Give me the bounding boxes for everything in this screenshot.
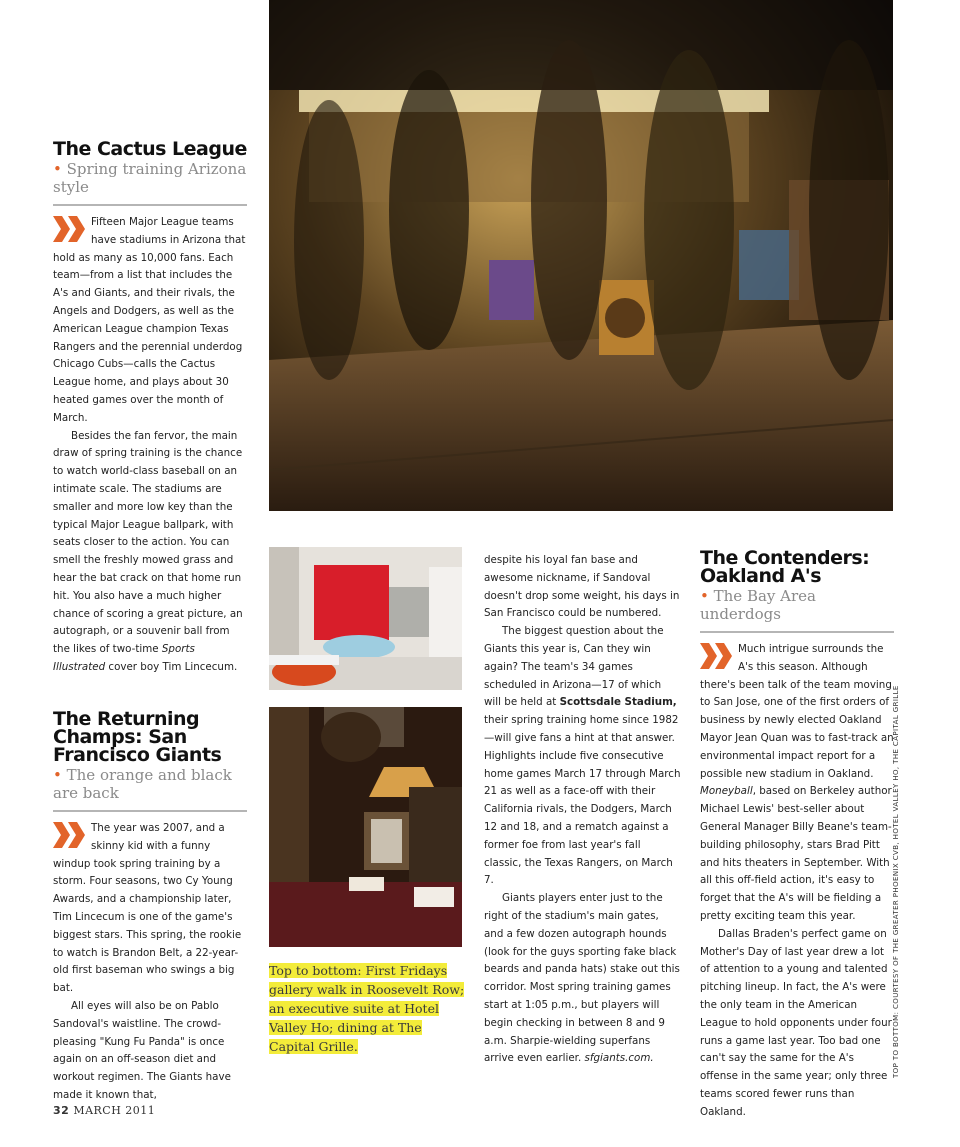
photo-caption — [269, 961, 465, 1056]
chevron-right-icon — [700, 643, 734, 669]
cactus-league-body — [53, 214, 247, 677]
middle-paragraph-1: despite his loyal fan base and awesome nickname, if Sandoval doesn't drop some weight, his days in San Francisco could be numbered. — [484, 554, 680, 620]
contenders-title: The Contenders: Oakland A's — [700, 547, 870, 587]
middle-paragraph-3 — [484, 890, 681, 1068]
gallery-walk-image — [269, 0, 893, 511]
middle-paragraph-2 — [484, 623, 681, 890]
champs-paragraph-2: All eyes will also be on Pablo Sandoval's waistline. The crowd-pleasing "Kung Fu Panda" is once again on an off-season diet and workout regimen. The Giants have made it known that, — [53, 999, 231, 1101]
section-divider — [700, 631, 894, 633]
cactus-p2-end: cover boy Tim Lincecum. — [105, 660, 238, 673]
moneyball-italic: Moneyball — [700, 785, 753, 798]
hotel-suite-photo — [269, 547, 462, 690]
photo-credit: TOP TO BOTTOM: COURTESY OF THE GREATER PHOENIX CVB, HOTEL VALLEY HO, THE CAPITAL GRILLE — [892, 685, 900, 1078]
deck-text: The orange and black are back — [53, 766, 232, 802]
cactus-p2-text: Besides the fan fervor, the main draw of spring training is the chance to watch world-class baseball on an intimate scale. The stadiums are smaller and more low key than the typical Major League ballpark, with seats closer to the action. You can smell the freshly mowed grass and hear the bat crack on that home run hit. You also have a much higher chance of scoring a great picture, an autograph, or a souvenir ball from the likes of two-time — [53, 429, 243, 656]
champs-paragraph-1: The year was 2007, and a skinny kid with a funny windup took spring training by a storm. Four seasons, two Cy Young Awards, and a championship later, Tim Lincecum is one of the game's biggest stars. This spring, the rookie to watch is Brandon Belt, a 22-year-old first baseman who swings a big bat. — [53, 822, 242, 995]
chevron-right-icon — [53, 822, 87, 848]
chevron-right-icon — [53, 216, 87, 242]
returning-champs-body — [53, 820, 247, 1105]
deck-bullet: • — [53, 766, 62, 784]
cactus-paragraph-2 — [53, 428, 247, 677]
restaurant-photo — [269, 707, 462, 947]
contenders-p1-text: Much intrigue surrounds the A's this season. Although there's been talk of the team moving to San Jose, one of the first orders of business by newly elected Oakland Mayor Jean Quan was to fast-track an environmental impact report for a possible new stadium in Oakland. — [700, 643, 894, 780]
hotel-suite-image — [269, 547, 462, 690]
middle-p2-end: their spring training home since 1982—will give fans a hint at that answer. Highlights include five consecutive home games March 17 through March 21 as well as a face-off with their California rivals, the Dodgers, March 12 and 18, and a rematch against a former foe from last year's fall classic, the Texas Rangers, on March 7. — [484, 714, 681, 887]
returning-champs-title: The Returning Champs: San Francisco Giants — [53, 708, 222, 766]
cactus-p2-italic: Sports Illustrated — [53, 643, 195, 673]
deck-text: Spring training Arizona style — [53, 160, 247, 196]
middle-p2-text: The biggest question about the Giants this year is, Can they win again? The team's 34 games scheduled in Arizona—17 of which will be held at — [484, 625, 664, 709]
cactus-paragraph-1: Fifteen Major League teams have stadiums in Arizona that hold as many as 10,000 fans. Each team—from a list that includes the A's and Giants, and their rivals, the Angels and Dodgers, as well as the American League champion Texas Rangers and the perennial underdog Chicago Cubs—calls the Cactus League home, and plays about 30 heated games over the month of March. — [53, 216, 246, 424]
gallery-walk-photo — [269, 0, 893, 511]
contenders-section — [700, 549, 894, 1122]
cactus-league-title: The Cactus League — [53, 138, 247, 160]
contenders-body — [700, 641, 894, 1122]
page-folio — [53, 1104, 155, 1117]
deck-bullet: • — [53, 160, 62, 178]
page-number: 32 — [53, 1104, 70, 1117]
sfgiants-url: sfgiants.com. — [584, 1052, 654, 1065]
section-divider — [53, 204, 247, 206]
middle-p3-text: Giants players enter just to the right of the stadium's main gates, and a few dozen autograph hounds (look for the guys sporting fake black beards and panda hats) stake out this corridor. Most spring training games start at 1:05 p.m., but players will begin checking in between 8 and 9 a.m. Sharpie-wielding superfans arrive even earlier. — [484, 892, 680, 1065]
middle-column-body — [484, 552, 681, 1068]
scottsdale-stadium-bold: Scottsdale Stadium, — [559, 696, 677, 709]
photo-caption-text: Top to bottom: First Fridays gallery walk in Roosevelt Row; an executive suite at Hotel Valley Ho; dining at The Capital Grille. — [269, 963, 465, 1054]
section-divider — [53, 810, 247, 812]
contenders-deck — [700, 587, 894, 623]
issue-date: MARCH 2011 — [73, 1104, 156, 1117]
contenders-paragraph-1 — [700, 641, 894, 926]
returning-champs-deck — [53, 766, 247, 802]
cactus-league-deck — [53, 160, 247, 196]
cactus-league-section — [53, 140, 247, 677]
deck-text: The Bay Area underdogs — [700, 587, 816, 623]
contenders-paragraph-2: Dallas Braden's perfect game on Mother's Day of last year drew a lot of attention to a young and talented pitching lineup. In fact, the A's were the only team in the American League to hold opponents under four runs a game last year. Too bad one can't say the same for the A's offense in the same year; only three teams scored fewer runs than Oakland. — [700, 927, 892, 1118]
deck-bullet: • — [700, 587, 709, 605]
returning-champs-section — [53, 710, 247, 1105]
restaurant-image — [269, 707, 462, 947]
contenders-p1-end: , based on Berkeley author Michael Lewis' best-seller about General Manager Billy Beane's team-building philosophy, stars Brad Pitt and hits theaters in September. With all this off-field action, it's easy to forget that the A's will be fielding a pretty exciting team this year. — [700, 785, 892, 922]
